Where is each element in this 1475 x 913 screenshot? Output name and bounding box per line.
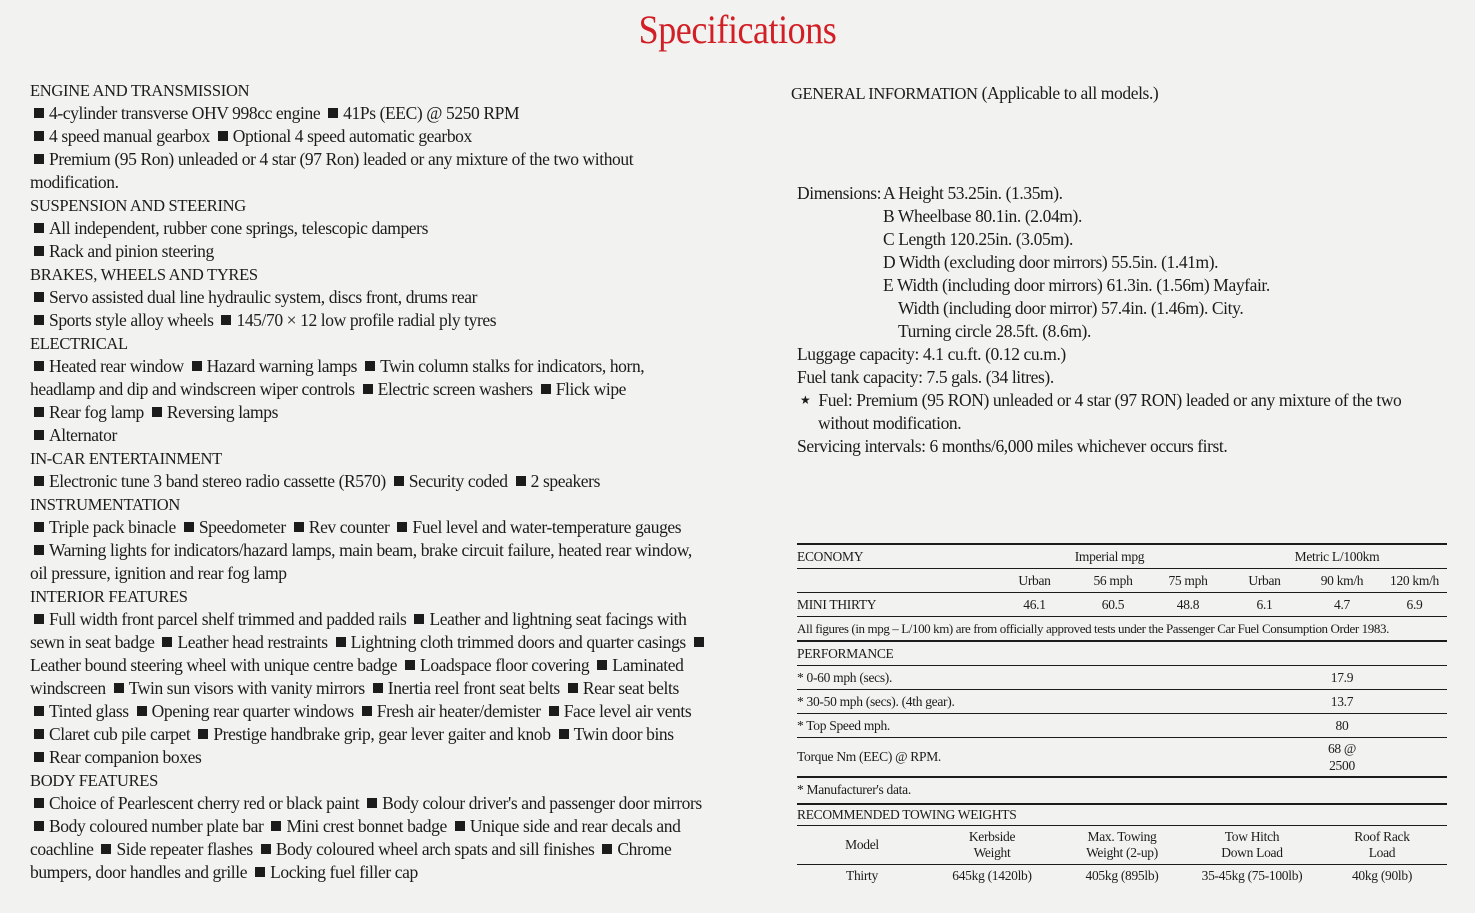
spec-paragraph xyxy=(30,608,710,700)
model-name: MINI THIRTY xyxy=(797,593,992,617)
star-icon: ★ xyxy=(800,393,811,407)
performance-heading: PERFORMANCE xyxy=(797,641,1447,666)
spec-item: Rear fog lamp xyxy=(49,402,144,422)
spec-item: Premium (95 Ron) unleaded or 4 star (97 Ron) leaded or any mixture of the two without modification. xyxy=(30,149,634,192)
towing-col-model: Model xyxy=(797,826,927,865)
performance-value: 80 xyxy=(1302,714,1382,738)
section-heading: INSTRUMENTATION xyxy=(30,495,181,514)
spec-item: Lightning cloth trimmed doors and quarter casings xyxy=(350,632,686,652)
towing-kerb: 645kg (1420lb) xyxy=(952,868,1032,883)
bullet-square-icon xyxy=(34,430,44,440)
performance-value: 13.7 xyxy=(1302,690,1382,714)
bullet-square-icon xyxy=(34,223,44,233)
spec-item: 4-cylinder transverse OHV 998cc engine xyxy=(49,103,321,123)
bullet-square-icon xyxy=(261,844,271,854)
spec-item: Body coloured wheel arch spats and sill finishes xyxy=(275,839,595,859)
towing-model: Thirty xyxy=(846,868,878,883)
section-heading: BODY FEATURES xyxy=(30,771,158,790)
towing-col-hitch: Tow Hitch xyxy=(1224,829,1280,844)
bullet-square-icon xyxy=(34,476,44,486)
bullet-square-icon xyxy=(218,131,228,141)
economy-value: 48.8 xyxy=(1149,593,1227,617)
dimension-row: Turning circle 28.5ft. (8.6m). xyxy=(898,321,1091,341)
spec-item: Fresh air heater/demister xyxy=(376,701,541,721)
bullet-square-icon xyxy=(101,844,111,854)
fuel-note-cont: without modification. xyxy=(818,413,962,433)
spec-item: Heated rear window xyxy=(49,356,184,376)
spec-item: Fuel level and water-temperature gauges xyxy=(412,517,682,537)
section-heading: SUSPENSION AND STEERING xyxy=(30,196,246,215)
col-header: 90 km/h xyxy=(1302,569,1382,593)
spec-item: Warning lights for indicators/hazard lamps, main beam, brake circuit failure, heated rear window, oil pressure, ignition and rear fog lamp xyxy=(30,540,692,583)
spec-paragraph xyxy=(30,539,710,585)
bullet-square-icon xyxy=(34,798,44,808)
bullet-square-icon xyxy=(602,844,612,854)
economy-value: 4.7 xyxy=(1302,593,1382,617)
bullet-square-icon xyxy=(405,660,415,670)
economy-value: 6.1 xyxy=(1227,593,1302,617)
bullet-square-icon xyxy=(114,683,124,693)
spec-item: Speedometer xyxy=(198,517,286,537)
performance-label: * 30-50 mph (secs). (4th gear). xyxy=(797,690,1227,714)
bullet-square-icon xyxy=(362,706,372,716)
dimension-row: C Length 120.25in. (3.05m). xyxy=(883,229,1073,249)
towing-col-kerb: Kerbside xyxy=(968,829,1016,844)
spec-paragraph xyxy=(30,516,710,539)
section-heading: ENGINE AND TRANSMISSION xyxy=(30,81,250,100)
spec-item: Alternator xyxy=(49,425,117,445)
bullet-square-icon xyxy=(34,407,44,417)
bullet-square-icon xyxy=(34,706,44,716)
bullet-square-icon xyxy=(184,522,194,532)
spec-item: Electric screen washers xyxy=(377,379,533,399)
spec-item: Leather bound steering wheel with unique centre badge xyxy=(30,655,398,675)
spec-paragraph xyxy=(30,148,710,194)
spec-item: Body coloured number plate bar xyxy=(49,816,264,836)
bullet-square-icon xyxy=(549,706,559,716)
bullet-square-icon xyxy=(152,407,162,417)
spec-list xyxy=(30,79,710,884)
torque-rpm: 2500 xyxy=(1329,758,1355,773)
spec-item: Leather and lightning seat facings with sewn in seat badge xyxy=(30,609,687,652)
bullet-square-icon xyxy=(162,637,172,647)
dimension-row: D Width (excluding door mirrors) 55.5in. (1.41m). xyxy=(883,252,1219,272)
bullet-square-icon xyxy=(34,729,44,739)
bullet-square-icon xyxy=(363,384,373,394)
col-header: 75 mph xyxy=(1149,569,1227,593)
spec-item: Claret cub pile carpet xyxy=(49,724,191,744)
towing-heading: RECOMMENDED TOWING WEIGHTS xyxy=(797,804,1447,826)
col-header: Urban xyxy=(1227,569,1302,593)
economy-value: 60.5 xyxy=(1077,593,1149,617)
general-heading: GENERAL INFORMATION xyxy=(791,84,978,103)
dimensions-block xyxy=(797,182,1401,458)
spec-item: 145/70 × 12 low profile radial ply tyres xyxy=(236,310,497,330)
spec-item: Rack and pinion steering xyxy=(49,241,214,261)
towing-col-max: Max. Towing xyxy=(1087,829,1157,844)
economy-heading: ECONOMY xyxy=(797,544,992,569)
spec-item: 2 speakers xyxy=(530,471,601,491)
spec-item: Servo assisted dual line hydraulic system, discs front, drums rear xyxy=(49,287,478,307)
bullet-square-icon xyxy=(34,752,44,762)
bullet-square-icon xyxy=(597,660,607,670)
towing-col-kerb-2: Weight xyxy=(973,845,1011,860)
bullet-square-icon xyxy=(34,315,44,325)
spec-item: Twin column stalks for indicators, horn, headlamp and dip and windscreen wiper controls xyxy=(30,356,645,399)
towing-max: 405kg (895lb) xyxy=(1085,868,1159,883)
towing-roof: 40kg (90lb) xyxy=(1351,868,1413,883)
spec-item: Body colour driver's and passenger door mirrors xyxy=(382,793,702,813)
dimension-row: B Wheelbase 80.1in. (2.04m). xyxy=(883,206,1082,226)
towing-col-roof: Roof Rack xyxy=(1354,829,1410,844)
spec-paragraph xyxy=(30,355,710,401)
spec-item: Rear seat belts xyxy=(582,678,679,698)
spec-item: Full width front parcel shelf trimmed and padded rails xyxy=(49,609,407,629)
spec-paragraph xyxy=(30,424,710,447)
bullet-square-icon xyxy=(559,729,569,739)
performance-label: * 0-60 mph (secs). xyxy=(797,666,1227,690)
bullet-square-icon xyxy=(394,476,404,486)
spec-paragraph xyxy=(30,286,710,309)
bullet-square-icon xyxy=(34,292,44,302)
spec-item: Loadspace floor covering xyxy=(420,655,590,675)
bullet-square-icon xyxy=(34,545,44,555)
spec-item: Leather head restraints xyxy=(177,632,328,652)
fuel-note: Fuel: Premium (95 RON) unleaded or 4 star (97 RON) leaded or any mixture of the two xyxy=(818,390,1402,410)
section-heading: IN-CAR ENTERTAINMENT xyxy=(30,449,222,468)
economy-value: 6.9 xyxy=(1382,593,1447,617)
bullet-square-icon xyxy=(455,821,465,831)
bullet-square-icon xyxy=(694,637,704,647)
col-header: 120 km/h xyxy=(1382,569,1447,593)
general-information xyxy=(791,83,1158,104)
spec-paragraph xyxy=(30,309,710,332)
bullet-square-icon xyxy=(34,361,44,371)
spec-item: Side repeater flashes xyxy=(116,839,253,859)
metric-heading: Metric L/100km xyxy=(1227,544,1447,569)
spec-item: Optional 4 speed automatic gearbox xyxy=(232,126,472,146)
economy-note: All figures (in mpg – L/100 km) are from officially approved tests under the Passenger Car Fuel Consumption Order 1983. xyxy=(797,617,1447,642)
spec-item: Chrome bumpers, door handles and grille xyxy=(30,839,672,882)
bullet-square-icon xyxy=(516,476,526,486)
spec-item: Prestige handbrake grip, gear lever gaiter and knob xyxy=(213,724,551,744)
section-heading: INTERIOR FEATURES xyxy=(30,587,188,606)
spec-paragraph xyxy=(30,815,710,884)
servicing-intervals: Servicing intervals: 6 months/6,000 miles whichever occurs first. xyxy=(797,436,1228,456)
spec-paragraph xyxy=(30,217,710,240)
dimensions-label: Dimensions: xyxy=(797,183,882,203)
spec-item: Twin sun visors with vanity mirrors xyxy=(128,678,365,698)
spec-paragraph xyxy=(30,401,710,424)
spec-item: Electronic tune 3 band stereo radio cassette (R570) xyxy=(49,471,386,491)
spec-item: Laminated windscreen xyxy=(30,655,684,698)
spec-item: Security coded xyxy=(408,471,508,491)
torque-value: 68 @ xyxy=(1327,741,1357,756)
spec-item: Tinted glass xyxy=(49,701,129,721)
bullet-square-icon xyxy=(34,821,44,831)
bullet-square-icon xyxy=(373,683,383,693)
spec-item: Opening rear quarter windows xyxy=(151,701,354,721)
bullet-square-icon xyxy=(414,614,424,624)
spec-item: 4 speed manual gearbox xyxy=(49,126,210,146)
spec-paragraph xyxy=(30,700,710,723)
towing-hitch: 35-45kg (75-100lb) xyxy=(1201,868,1303,883)
spec-item: Inertia reel front seat belts xyxy=(387,678,560,698)
bullet-square-icon xyxy=(221,315,231,325)
spec-item: Rear companion boxes xyxy=(49,747,202,767)
bullet-square-icon xyxy=(192,361,202,371)
spec-item: All independent, rubber cone springs, telescopic dampers xyxy=(49,218,429,238)
spec-paragraph xyxy=(30,102,710,125)
bullet-square-icon xyxy=(198,729,208,739)
page-title: Specifications xyxy=(638,7,837,52)
section-heading: BRAKES, WHEELS AND TYRES xyxy=(30,265,258,284)
bullet-square-icon xyxy=(34,522,44,532)
economy-table xyxy=(797,543,1447,801)
bullet-square-icon xyxy=(34,154,44,164)
towing-table xyxy=(797,803,1447,887)
torque-label: Torque Nm (EEC) @ RPM. xyxy=(797,738,1227,778)
towing-col-max-2: Weight (2-up) xyxy=(1086,845,1158,860)
dimension-row: Width (including door mirror) 57.4in. (1.46m). City. xyxy=(898,298,1244,318)
spec-item: Sports style alloy wheels xyxy=(49,310,214,330)
col-header: 56 mph xyxy=(1077,569,1149,593)
spec-paragraph xyxy=(30,723,710,746)
spec-item: Twin door bins xyxy=(573,724,674,744)
bullet-square-icon xyxy=(365,361,375,371)
spec-item: Locking fuel filler cap xyxy=(270,862,418,882)
section-heading: ELECTRICAL xyxy=(30,334,128,353)
bullet-square-icon xyxy=(336,637,346,647)
spec-item: Reversing lamps xyxy=(166,402,279,422)
spec-item: Flick wipe xyxy=(555,379,627,399)
economy-value: 46.1 xyxy=(992,593,1077,617)
spec-paragraph xyxy=(30,470,710,493)
spec-item: Choice of Pearlescent cherry red or black paint xyxy=(49,793,360,813)
general-note: (Applicable to all models.) xyxy=(981,83,1159,103)
performance-footnote: * Manufacturer's data. xyxy=(797,781,911,797)
bullet-square-icon xyxy=(397,522,407,532)
bullet-square-icon xyxy=(34,246,44,256)
bullet-square-icon xyxy=(255,867,265,877)
spec-item: Face level air vents xyxy=(563,701,692,721)
spec-paragraph xyxy=(30,125,710,148)
spec-item: Rev counter xyxy=(308,517,390,537)
towing-col-roof-2: Load xyxy=(1368,845,1396,860)
spec-paragraph xyxy=(30,792,710,815)
imperial-heading: Imperial mpg xyxy=(992,544,1227,569)
luggage-capacity: Luggage capacity: 4.1 cu.ft. (0.12 cu.m.) xyxy=(797,344,1066,364)
performance-value: 17.9 xyxy=(1302,666,1382,690)
bullet-square-icon xyxy=(271,821,281,831)
bullet-square-icon xyxy=(568,683,578,693)
bullet-square-icon xyxy=(294,522,304,532)
spec-item: Hazard warning lamps xyxy=(206,356,358,376)
fuel-tank-capacity: Fuel tank capacity: 7.5 gals. (34 litres). xyxy=(797,367,1054,387)
bullet-square-icon xyxy=(34,108,44,118)
bullet-square-icon xyxy=(328,108,338,118)
bullet-square-icon xyxy=(541,384,551,394)
dimension-row: E Width (including door mirrors) 61.3in. (1.56m) Mayfair. xyxy=(883,275,1270,295)
dimension-row: A Height 53.25in. (1.35m). xyxy=(883,183,1063,203)
spec-paragraph xyxy=(30,746,710,769)
bullet-square-icon xyxy=(34,131,44,141)
performance-label: * Top Speed mph. xyxy=(797,714,1227,738)
bullet-square-icon xyxy=(34,614,44,624)
spec-item: Unique side and rear decals and coachline xyxy=(30,816,681,859)
spec-item: 41Ps (EEC) @ 5250 RPM xyxy=(343,103,520,123)
spec-item: Triple pack binacle xyxy=(49,517,176,537)
bullet-square-icon xyxy=(137,706,147,716)
towing-col-hitch-2: Down Load xyxy=(1221,845,1283,860)
spec-paragraph xyxy=(30,240,710,263)
col-header: Urban xyxy=(992,569,1077,593)
spec-item: Mini crest bonnet badge xyxy=(286,816,447,836)
bullet-square-icon xyxy=(367,798,377,808)
